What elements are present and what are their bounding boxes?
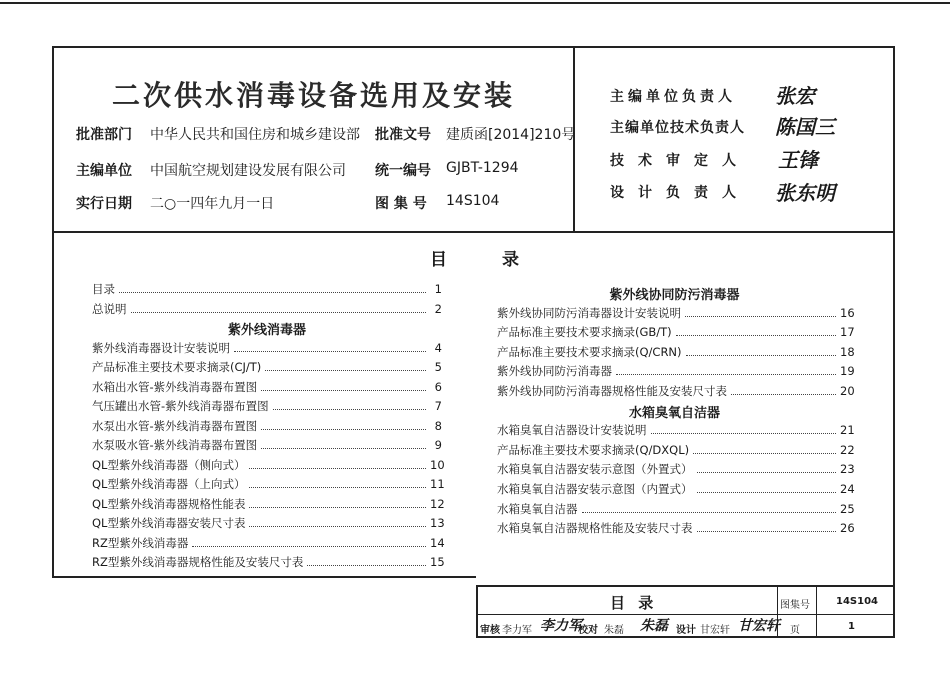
- toc-entry[interactable]: [497, 324, 855, 340]
- toc-entry-label: 水箱臭氧自洁器安装示意图（内置式）: [497, 482, 693, 496]
- resp-role-4: 设计负责人: [610, 185, 750, 201]
- toc-entry-label: 产品标准主要技术要求摘录(GB/T): [497, 325, 672, 340]
- toc-entry-label: 总说明: [92, 301, 127, 316]
- toc-leader-dots: [261, 448, 426, 449]
- toc-entry[interactable]: [92, 379, 442, 395]
- toc-entry-label: 产品标准主要技术要求摘录(Q/DXQL): [497, 442, 690, 457]
- toc-leader-dots: [192, 546, 426, 547]
- toc-entry[interactable]: [92, 457, 445, 473]
- effective-date-label: 实行日期: [76, 196, 132, 212]
- tb-design-label: 设计: [676, 625, 696, 636]
- toc-heading-left: 目: [430, 250, 449, 270]
- toc-entry-page: 23: [840, 462, 855, 477]
- toc-entry[interactable]: [497, 501, 855, 517]
- tb-col2: [816, 585, 817, 637]
- toc-leader-dots: [651, 433, 837, 434]
- frame-top: [52, 46, 895, 48]
- toc-leader-dots: [697, 492, 837, 493]
- tb-check-name: 朱磊: [604, 625, 624, 636]
- toc-leader-dots: [249, 487, 426, 488]
- toc-entry-label: 紫外线协同防污消毒器设计安装说明: [497, 305, 681, 320]
- resp-role-1: 主编单位负责人: [610, 89, 736, 105]
- unified-no-label: 统一编号: [375, 163, 431, 179]
- header-bottom: [52, 231, 895, 233]
- toc-entry[interactable]: [92, 554, 445, 570]
- toc-entry-label: 水泵出水管-紫外线消毒器布置图: [92, 418, 258, 433]
- toc-entry[interactable]: [92, 437, 442, 453]
- toc-leader-dots: [249, 507, 426, 508]
- toc-entry-page: 19: [840, 364, 855, 379]
- toc-leader-dots: [261, 429, 426, 430]
- toc-entry-page: 11: [430, 477, 445, 491]
- toc-entry-page: 6: [434, 379, 442, 394]
- toc-entry-label: 产品标准主要技术要求摘录(Q/CRN): [497, 344, 682, 359]
- toc-leader-dots: [697, 531, 837, 532]
- toc-entry[interactable]: [497, 383, 855, 399]
- toc-section-heading: 紫外线消毒器: [227, 323, 306, 338]
- toc-entry-label: 水箱出水管-紫外线消毒器布置图: [92, 379, 258, 394]
- effective-date-value: 二○一四年九月一日: [150, 196, 275, 212]
- toc-entry[interactable]: [497, 520, 855, 536]
- toc-entry-page: 5: [434, 360, 442, 374]
- top-rule: [0, 2, 950, 4]
- toc-leader-dots: [261, 390, 426, 391]
- toc-entry[interactable]: [497, 344, 855, 360]
- toc-entry-label: RZ型紫外线消毒器: [92, 535, 189, 550]
- tb-top: [476, 585, 895, 587]
- toc-entry-label: RZ型紫外线消毒器规格性能及安装尺寸表: [92, 555, 304, 569]
- toc-entry-page: 20: [840, 384, 855, 398]
- tb-page-value: 1: [848, 621, 855, 632]
- tb-review-sign: 李力军: [540, 618, 582, 634]
- toc-entry-label: 紫外线消毒器设计安装说明: [92, 340, 230, 355]
- toc-entry-page: 9: [434, 438, 442, 452]
- toc-entry[interactable]: [497, 363, 855, 379]
- toc-leader-dots: [119, 292, 426, 293]
- toc-entry-page: 16: [840, 305, 855, 320]
- toc-entry-label: QL型紫外线消毒器（上向式）: [92, 477, 246, 491]
- toc-leader-dots: [273, 409, 426, 410]
- toc-heading-right: 录: [502, 250, 521, 270]
- toc-section-heading: 紫外线协同防污消毒器: [609, 288, 740, 303]
- toc-entry-label: 紫外线协同防污消毒器规格性能及安装尺寸表: [497, 384, 727, 398]
- toc-leader-dots: [685, 316, 836, 317]
- toc-entry[interactable]: [92, 398, 442, 414]
- approval-dept-label: 批准部门: [76, 127, 132, 143]
- resp-role-3: 技术审定人: [610, 153, 750, 169]
- tb-name: 目 录: [610, 594, 658, 612]
- toc-entry[interactable]: [92, 359, 442, 375]
- toc-entry-page: 10: [430, 457, 445, 472]
- resp-role-2: 主编单位技术负责人: [610, 120, 745, 136]
- toc-entry-label: 目录: [92, 282, 115, 296]
- approval-doc-value: 建质函[2014]210号: [446, 127, 576, 143]
- toc-leader-dots: [616, 374, 836, 375]
- toc-leader-dots: [249, 468, 426, 469]
- toc-entry-page: 26: [840, 521, 855, 536]
- resp-sign-4: 张东明: [775, 181, 835, 205]
- toc-entry-label: 水箱臭氧自洁器设计安装说明: [497, 423, 647, 438]
- atlas-no-value: 14S104: [446, 193, 500, 209]
- toc-entry-label: 水箱臭氧自洁器: [497, 501, 578, 516]
- tb-design-name: 甘宏轩: [700, 625, 730, 636]
- toc-leader-dots: [234, 351, 426, 352]
- tb-page-label: 页: [790, 625, 800, 636]
- toc-section-heading: 水箱臭氧自洁器: [628, 405, 720, 421]
- unified-no-value: GJBT-1294: [446, 160, 519, 176]
- frame-bottom-left: [52, 576, 476, 578]
- tb-review-name: 李力军: [502, 625, 532, 636]
- toc-entry[interactable]: [497, 481, 855, 497]
- editor-value: 中国航空规划建设发展有限公司: [150, 163, 346, 179]
- approval-doc-label: 批准文号: [375, 127, 431, 143]
- tb-check-sign: 朱磊: [640, 618, 668, 634]
- toc-entry-page: 13: [430, 516, 445, 530]
- toc-entry[interactable]: [92, 340, 442, 356]
- toc-entry[interactable]: [497, 442, 855, 458]
- toc-entry-page: 2: [434, 301, 442, 316]
- toc-entry-page: 22: [840, 442, 855, 457]
- tb-atlas-value: 14S104: [836, 596, 878, 607]
- toc-entry-page: 15: [430, 555, 445, 569]
- toc-entry-page: 12: [430, 496, 445, 511]
- toc-leader-dots: [131, 312, 427, 313]
- frame-bottom: [476, 636, 895, 638]
- toc-entry-label: 产品标准主要技术要求摘录(CJ/T): [92, 360, 262, 374]
- toc-entry[interactable]: [92, 535, 445, 551]
- toc-entry-page: 17: [840, 325, 855, 340]
- toc-entry[interactable]: [92, 301, 442, 317]
- toc-entry-label: 气压罐出水管-紫外线消毒器布置图: [92, 399, 269, 413]
- toc-entry-label: 水泵吸水管-紫外线消毒器布置图: [92, 438, 258, 452]
- toc-entry-label: 水箱臭氧自洁器规格性能及安装尺寸表: [497, 521, 693, 536]
- toc-entry-page: 4: [434, 340, 442, 355]
- toc-leader-dots: [582, 512, 837, 513]
- toc-entry-label: 水箱臭氧自洁器安装示意图（外置式）: [497, 462, 693, 477]
- tb-mid: [476, 614, 895, 615]
- tb-left: [476, 585, 478, 637]
- tb-review-label: 审核: [480, 625, 500, 636]
- toc-entry-page: 18: [840, 344, 855, 359]
- toc-entry-page: 1: [434, 282, 442, 296]
- toc-entry-page: 21: [840, 423, 855, 438]
- toc-entry[interactable]: [497, 305, 855, 321]
- toc-entry[interactable]: [497, 422, 855, 438]
- toc-entry[interactable]: [92, 515, 445, 531]
- toc-entry-page: 24: [840, 482, 855, 496]
- toc-entry-page: 8: [434, 418, 442, 433]
- toc-leader-dots: [697, 472, 837, 473]
- tb-check-label: 校对: [578, 625, 598, 636]
- toc-leader-dots: [686, 355, 836, 356]
- resp-sign-2: 陈国三: [775, 115, 835, 139]
- toc-leader-dots: [676, 335, 836, 336]
- toc-entry-label: QL型紫外线消毒器规格性能表: [92, 496, 246, 511]
- frame-right: [893, 46, 895, 638]
- tb-atlas-label: 图集号: [780, 600, 810, 611]
- approval-dept-value: 中华人民共和国住房和城乡建设部: [150, 127, 360, 143]
- atlas-no-label: 图 集 号: [375, 196, 427, 212]
- resp-sign-3: 王锋: [778, 148, 818, 172]
- toc-entry-page: 25: [840, 501, 855, 516]
- toc-leader-dots: [693, 453, 836, 454]
- toc-entry[interactable]: [92, 418, 442, 434]
- editor-label: 主编单位: [76, 163, 132, 179]
- toc-entry[interactable]: [92, 476, 445, 492]
- toc-entry[interactable]: [497, 461, 855, 477]
- toc-entry[interactable]: [92, 281, 442, 297]
- toc-entry-label: 紫外线协同防污消毒器: [497, 364, 612, 379]
- resp-sign-1: 张宏: [775, 84, 815, 108]
- toc-entry-label: QL型紫外线消毒器（侧向式）: [92, 457, 246, 472]
- frame-left-lower: [52, 232, 54, 577]
- toc-entry-label: QL型紫外线消毒器安装尺寸表: [92, 516, 246, 530]
- page-title: 二次供水消毒设备选用及安装: [112, 79, 516, 112]
- toc-entry-page: 7: [434, 399, 442, 413]
- toc-leader-dots: [307, 565, 426, 566]
- toc-entry-page: 14: [430, 535, 445, 550]
- toc-leader-dots: [731, 394, 836, 395]
- tb-design-sign: 甘宏轩: [738, 618, 780, 634]
- toc-leader-dots: [249, 526, 426, 527]
- toc-leader-dots: [265, 370, 426, 371]
- toc-entry[interactable]: [92, 496, 445, 512]
